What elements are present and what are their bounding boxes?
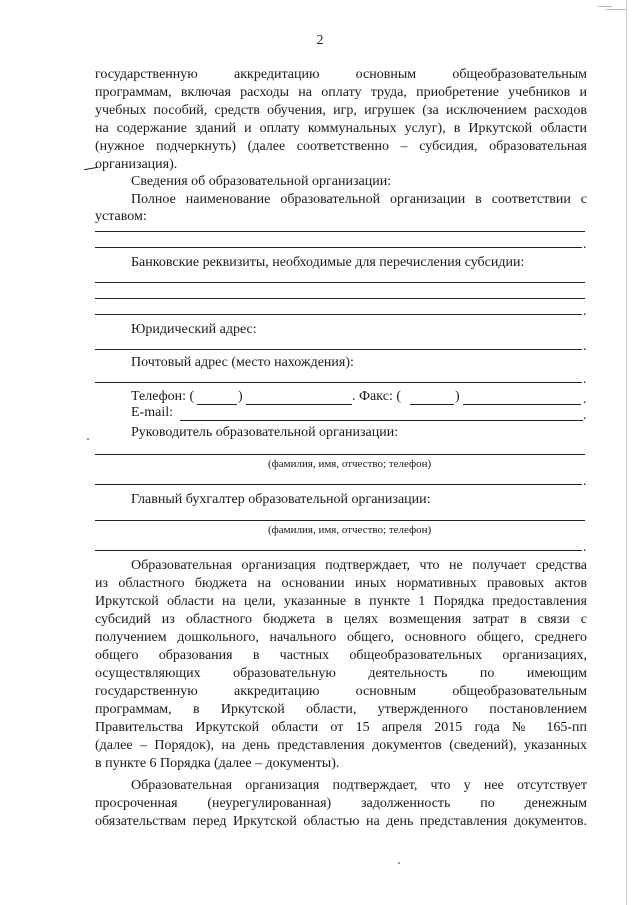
p2-line-10: Правительства Иркутской области от 15 апреля 2015 года № 165-пп (95, 720, 587, 735)
legal-address-line[interactable] (95, 349, 582, 350)
p3-line-1: Образовательная организация подтверждает, что у нее отсутствует (131, 778, 587, 793)
p1-line-6: организация). (95, 157, 178, 172)
p1-line-2: программам, включая расходы на оплату труда, приобретение учебников и (95, 85, 587, 100)
scan-speck (398, 862, 400, 864)
phone-end-dot: . (583, 392, 587, 407)
director-line[interactable] (95, 454, 585, 455)
legal-address-label: Юридический адрес: (131, 322, 257, 337)
fax-paren-close: ) (455, 389, 460, 404)
accountant-end-dot: . (583, 540, 587, 555)
bank-details-line-2[interactable] (95, 298, 585, 299)
director-phone-line[interactable] (95, 484, 582, 485)
fax-code-field[interactable] (410, 404, 454, 405)
bank-end-dot: . (583, 304, 587, 319)
phone-label: Телефон: ( (131, 389, 195, 404)
full-name-line-1[interactable] (95, 231, 585, 232)
director-label: Руководитель образовательной организации: (131, 425, 399, 440)
p2-line-3: Иркутской области на цели, указанные в пункте 1 Порядка предоставления (95, 594, 587, 609)
director-end-dot: . (583, 474, 587, 489)
p2-line-9: программам, в Иркутской области, утвержденного постановлением (95, 702, 587, 717)
phone-code-field[interactable] (197, 404, 237, 405)
p1-line-5: (нужное подчеркнуть) (далее соответственно – субсидия, образовательная (95, 139, 587, 154)
email-end-dot: . (583, 408, 587, 423)
postal-address-label: Почтовый адрес (место нахождения): (131, 355, 354, 370)
director-caption: (фамилия, имя, отчество; телефон) (268, 458, 432, 470)
scan-edge-line (626, 0, 627, 905)
accountant-line[interactable] (95, 520, 585, 521)
p2-line-4: субсидий из областного бюджета в целях возмещения затрат в связи с (95, 612, 587, 627)
bank-details-line-3[interactable] (95, 314, 582, 315)
full-name-label-end: уставом: (95, 209, 147, 224)
postal-address-end-dot: . (583, 372, 587, 387)
email-field[interactable] (180, 420, 583, 421)
p2-line-11: (далее – Порядок), на день представления документов (сведений), указанных (95, 738, 587, 753)
info-heading: Сведения об образовательной организации: (131, 174, 392, 189)
fax-number-field[interactable] (463, 404, 581, 405)
p2-line-1: Образовательная организация подтверждает, что не получает средства (131, 558, 587, 573)
bank-details-label: Банковские реквизиты, необходимые для перечисления субсидии: (131, 255, 525, 270)
accountant-caption: (фамилия, имя, отчество; телефон) (268, 524, 432, 536)
p1-line-1: государственную аккредитацию основным общеобразовательным (95, 67, 587, 82)
p3-line-3: обязательствам перед Иркутской областью на день представления документов. (95, 814, 587, 829)
p2-line-8: государственную аккредитацию основным общеобразовательным (95, 684, 587, 699)
full-name-end-dot: . (583, 237, 587, 252)
p2-line-12: в пункте 6 Порядка (далее – документы). (95, 756, 340, 771)
bank-details-line-1[interactable] (95, 282, 585, 283)
page-number: 2 (316, 33, 324, 48)
full-name-line-2[interactable] (95, 247, 582, 248)
p2-line-5: получением дошкольного, начального общего, основного общего, среднего (95, 630, 587, 645)
fax-label: . Факс: ( (352, 389, 401, 404)
p2-line-2: из областного бюджета на основании иных нормативных правовых актов (95, 576, 587, 591)
phone-paren-close: ) (238, 389, 243, 404)
p1-line-3: учебных пособий, средств обучения, игр, игрушек (за исключением расходов (95, 103, 587, 118)
scan-speck (87, 438, 89, 440)
p2-line-7: осуществляющих образовательную деятельность по имеющим (95, 666, 587, 681)
p3-line-2: просроченная (неурегулированная) задолженность по денежным (95, 796, 587, 811)
accountant-label: Главный бухгалтер образовательной организации: (131, 492, 431, 507)
accountant-phone-line[interactable] (95, 550, 582, 551)
postal-address-line[interactable] (95, 382, 582, 383)
phone-number-field[interactable] (246, 404, 352, 405)
full-name-label: Полное наименование образовательной организации в соответствии с (131, 192, 587, 207)
legal-address-end-dot: . (583, 339, 587, 354)
email-label: E-mail: (131, 405, 173, 420)
scan-mark (598, 6, 612, 7)
p2-line-6: общего образования в частных общеобразовательных организациях, (95, 648, 587, 663)
p1-line-4: на содержание зданий и оплату коммунальных услуг), в Иркутской области (95, 121, 587, 136)
scan-mark (606, 9, 626, 10)
